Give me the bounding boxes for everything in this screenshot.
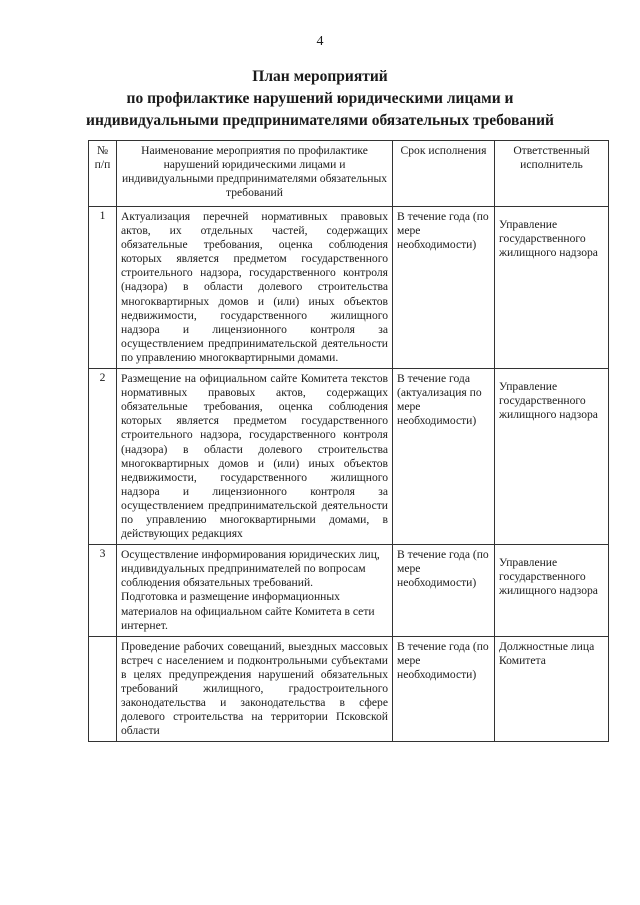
measure-name xyxy=(117,545,393,637)
row-number: 3 xyxy=(89,545,117,637)
measure-name-part-1: Осуществление информирования юридических лиц, индивидуальных предпринимателей по вопросам соблюдения обязательных требований. xyxy=(121,548,380,590)
page-number: 4 xyxy=(316,34,324,49)
responsible xyxy=(495,207,609,369)
measure-name: Актуализация перечней нормативных правовых актов, их отдельных частей, содержащих обязательные требования, оценка соблюдения которых является предметом государственного строительного надзора, государственного контроля (надзора) в области долевого строительства многоквартирных домов и (или) иных объектов недвижимости, государственного жилищного надзора и лицензионного контроля за осуществлением предпринимательской деятельности по управлению многоквартирными домами. xyxy=(117,207,393,369)
deadline: В течение года (по мере необходимости) xyxy=(393,207,495,369)
deadline: В течение года (по мере необходимости) xyxy=(393,545,495,637)
row-number xyxy=(89,636,117,742)
measure-name-part-2: Подготовка и размещение информационных материалов на официальном сайте Комитета в сети интернет. xyxy=(121,590,375,632)
header-deadline: Срок исполнения xyxy=(393,141,495,207)
responsible xyxy=(495,545,609,637)
table-row xyxy=(89,636,609,742)
responsible: Должностные лица Комитета xyxy=(495,636,609,742)
title-line-1: План мероприятий xyxy=(252,68,388,85)
responsible-text: Управление государственного жилищного надзора xyxy=(499,380,598,422)
title-line-3: индивидуальными предпринимателями обязательных требований xyxy=(86,112,554,129)
table-header-row xyxy=(89,141,609,207)
title-line-2: по профилактике нарушений юридическими лицами и xyxy=(126,90,514,107)
measures-table xyxy=(88,140,609,742)
measure-name: Проведение рабочих совещаний, выездных массовых встреч с населением и подконтрольными субъектами в целях предупреждения нарушений обязательных требований жилищного, градостроительного законодательства и законодательства в сфере долевого строительства на территории Псковской области xyxy=(117,636,393,742)
responsible-text: Управление государственного жилищного надзора xyxy=(499,556,598,598)
deadline: В течение года (по мере необходимости) xyxy=(393,636,495,742)
document-title xyxy=(0,66,640,132)
row-number: 1 xyxy=(89,207,117,369)
responsible-text: Управление государственного жилищного надзора xyxy=(499,218,598,260)
deadline: В течение года (актуализация по мере необходимости) xyxy=(393,369,495,545)
measure-name: Размещение на официальном сайте Комитета текстов нормативных правовых актов, содержащих обязательные требования, оценка соблюдения которых является предметом государственного строительного надзора, государственного контроля (надзора) в области долевого строительства многоквартирных домов и (или) иных объектов недвижимости, государственного жилищного надзора и лицензионного контроля за осуществлением предпринимательской деятельности по управлению многоквартирными домами, в действующих редакциях xyxy=(117,369,393,545)
table-row xyxy=(89,545,609,637)
header-number: № п/п xyxy=(89,141,117,207)
row-number: 2 xyxy=(89,369,117,545)
header-responsible: Ответственный исполнитель xyxy=(495,141,609,207)
table-row xyxy=(89,369,609,545)
table-row xyxy=(89,207,609,369)
header-measure-name: Наименование мероприятия по профилактике нарушений юридическими лицами и индивидуальными предпринимателями обязательных требований xyxy=(117,141,393,207)
responsible xyxy=(495,369,609,545)
